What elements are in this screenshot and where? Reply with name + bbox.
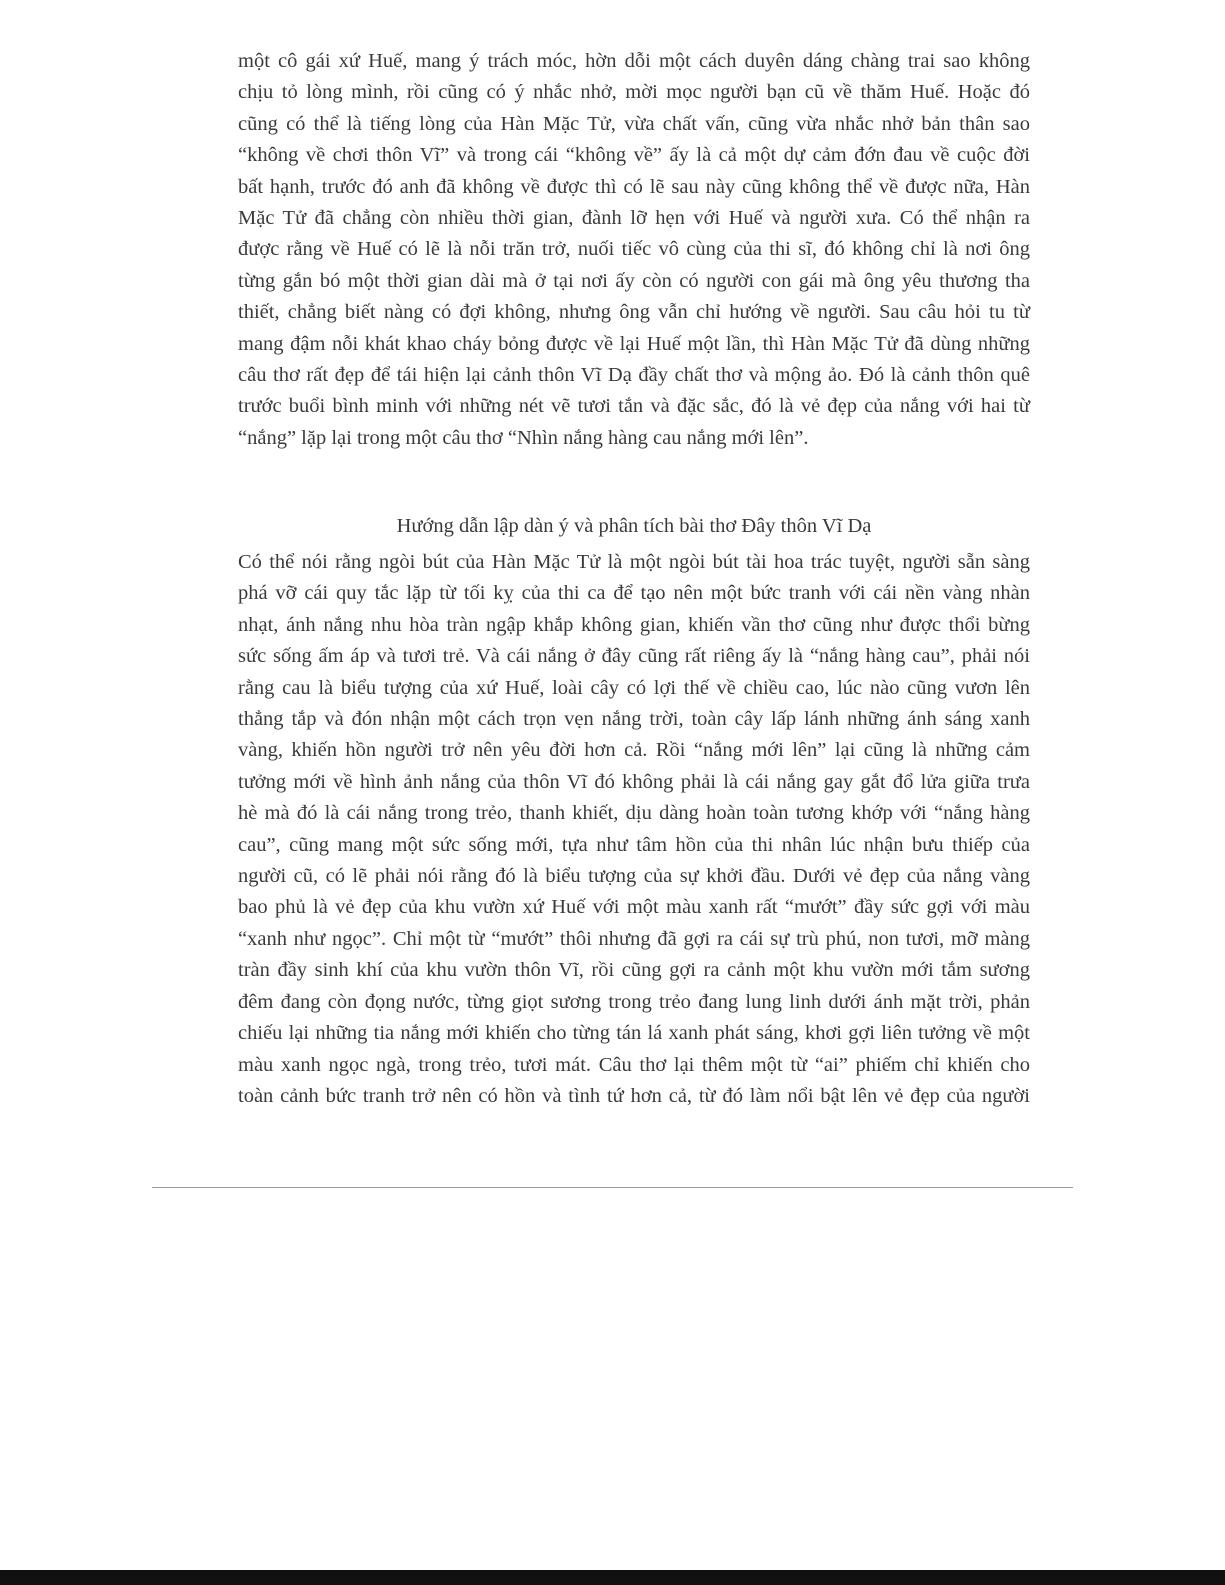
paragraph-line: “nắng” lặp lại trong một câu thơ “Nhìn nắng hàng cau nắng mới lên”.: [238, 426, 809, 449]
paragraph-line: chiếu lại những tia nắng mới khiến cho từng tán lá xanh phát sáng, khơi gợi liên tưởng về một: [238, 1022, 1030, 1045]
paragraph-2: [238, 547, 1030, 1112]
paragraph-line: bao phủ là vẻ đẹp của khu vườn xứ Huế với một màu xanh rất “mướt” đầy sức gợi với màu: [238, 896, 1030, 919]
paragraph-line: chịu tỏ lòng mình, rồi cũng có ý nhắc nhở, mời mọc người bạn cũ về thăm Huế. Hoặc đó: [238, 81, 1030, 104]
paragraph-line: từng gắn bó một thời gian dài mà ở tại nơi ấy còn có người con gái mà ông yêu thương tha: [238, 269, 1030, 292]
paragraph-line: “không về chơi thôn Vĩ” và trong cái “không về” ấy là cả một dự cảm đớn đau về cuộc đời: [238, 144, 1030, 167]
paragraph-line: tưởng mới về hình ảnh nắng của thôn Vĩ đó không phải là cái nắng gay gắt đổ lửa giữa trưa: [238, 770, 1030, 793]
paragraph-line: màu xanh ngọc ngà, trong trẻo, tươi mát. Câu thơ lại thêm một từ “ai” phiếm chỉ khiến cho: [238, 1053, 1030, 1076]
paragraph-line: rằng cau là biểu tượng của xứ Huế, loài cây có lợi thế về chiều cao, lúc nào cũng vươn lên: [238, 676, 1030, 699]
section-heading: Hướng dẫn lập dàn ý và phân tích bài thơ Đây thôn Vĩ Dạ: [396, 515, 872, 537]
paragraph-1: [238, 46, 1030, 454]
paragraph-line: cũng có thể là tiếng lòng của Hàn Mặc Tử, vừa chất vấn, cũng vừa nhắc nhở bản thân sao: [238, 112, 1030, 135]
paragraph-line: người cũ, có lẽ phải nói rằng đó là biểu tượng của sự khởi đầu. Dưới vẻ đẹp của nắng vàng: [238, 865, 1030, 888]
paragraph-line: hè mà đó là cái nắng trong trẻo, thanh khiết, dịu dàng hoàn toàn tương khớp với “nắng hàng: [238, 802, 1030, 825]
paragraph-line: thẳng tắp và đón nhận một cách trọn vẹn nắng trời, toàn cây lấp lánh những ánh sáng xanh: [238, 708, 1030, 731]
paragraph-line: toàn cảnh bức tranh trở nên có hồn và tình tứ hơn cả, từ đó làm nổi bật lên vẻ đẹp của người: [238, 1084, 1030, 1107]
bottom-edge-bar: [0, 1570, 1225, 1585]
paragraph-line: “xanh như ngọc”. Chỉ một từ “mướt” thôi nhưng đã gợi ra cái sự trù phú, non tươi, mỡ màng: [238, 927, 1030, 950]
paragraph-line: thiết, chẳng biết nàng có đợi không, nhưng ông vẫn chỉ hướng về người. Sau câu hỏi tu từ: [238, 301, 1030, 324]
paragraph-line: tràn đầy sinh khí của khu vườn thôn Vĩ, rồi cũng gợi ra cảnh một khu vườn mới tắm sương: [238, 959, 1030, 982]
paragraph-line: đêm đang còn đọng nước, từng giọt sương trong trẻo đang lung linh dưới ánh mặt trời, phản: [238, 990, 1030, 1013]
paragraph-line: sức sống ấm áp và tươi trẻ. Và cái nắng ở đây cũng rất riêng ấy là “nắng hàng cau”, phải nói: [238, 645, 1030, 668]
paragraph-line: bất hạnh, trước đó anh đã không về được thì có lẽ sau này cũng không thể về được nữa, Hàn: [238, 175, 1030, 198]
paragraph-line: Có thể nói rằng ngòi bút của Hàn Mặc Tử là một ngòi bút tài hoa trác tuyệt, người sẵn sàng: [238, 551, 1030, 573]
paragraph-line: trước buổi bình minh với những nét vẽ tươi tắn và đặc sắc, đó là vẻ đẹp của nắng với hai từ: [238, 395, 1030, 418]
paragraph-line: Mặc Tử đã chẳng còn nhiều thời gian, đành lỡ hẹn với Huế và người xưa. Có thể nhận ra: [238, 207, 1030, 230]
paragraph-line: nhạt, ánh nắng nhu hòa tràn ngập khắp không gian, khiến vần thơ cũng như được thổi bừng: [238, 613, 1030, 636]
paragraph-line: cau”, cũng mang một sức sống mới, tựa như tâm hồn của thi nhân lúc nhận bưu thiếp của: [238, 833, 1030, 856]
paragraph-line: mang đậm nỗi khát khao cháy bỏng được về lại Huế một lần, thì Hàn Mặc Tử đã dùng những: [238, 332, 1030, 355]
paragraph-line: vàng, khiến hồn người trở nên yêu đời hơn cả. Rồi “nắng mới lên” lại cũng là những cảm: [238, 739, 1030, 762]
paragraph-line: câu thơ rất đẹp để tái hiện lại cảnh thôn Vĩ Dạ đầy chất thơ và mộng ảo. Đó là cảnh thôn quê: [238, 364, 1030, 387]
paragraph-line: phá vỡ cái quy tắc lặp từ tối kỵ của thi ca để tạo nên một bức tranh với cái nền vàng nhàn: [238, 582, 1030, 605]
page-divider: [152, 1187, 1073, 1188]
paragraph-line: một cô gái xứ Huế, mang ý trách móc, hờn dỗi một cách duyên dáng chàng trai sao không: [238, 50, 1030, 72]
paragraph-line: được rằng về Huế có lẽ là nỗi trăn trở, nuối tiếc vô cùng của thi sĩ, đó không chỉ là nơi ông: [238, 238, 1030, 261]
